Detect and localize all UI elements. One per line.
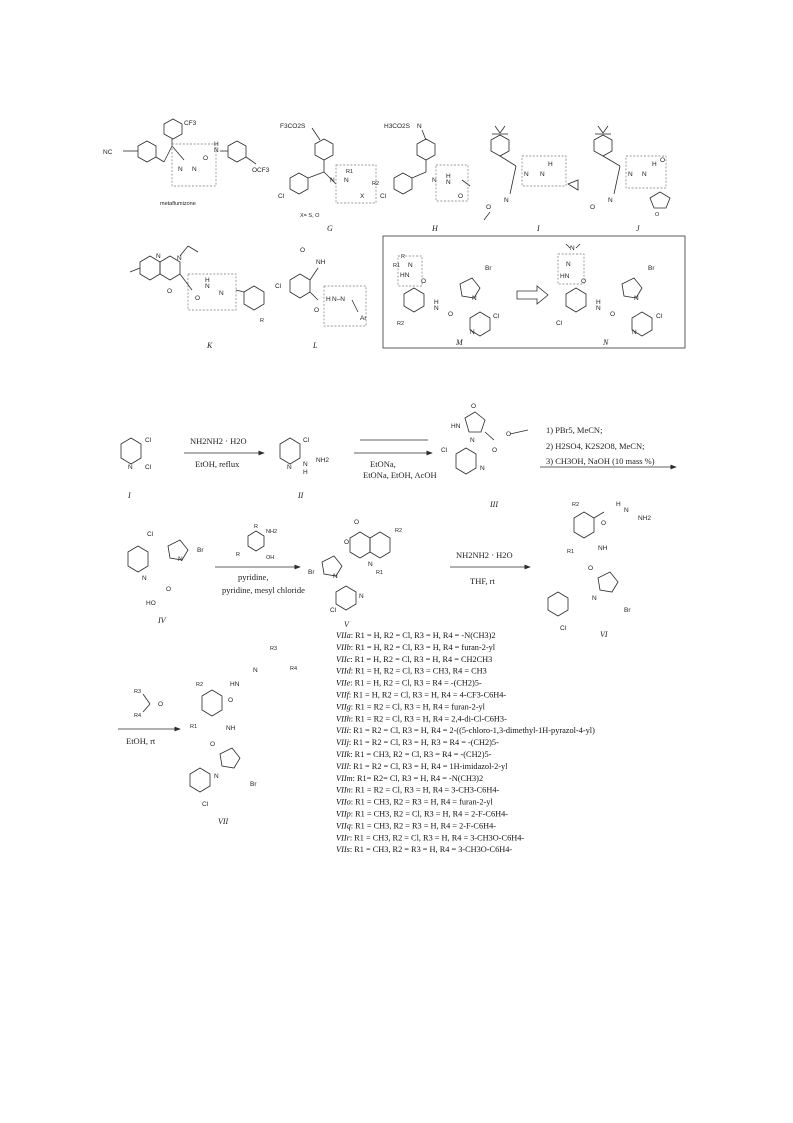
svg-text:N: N [408,262,413,269]
atom-br-7: Br [250,781,257,788]
atom-n-h: N [417,123,422,130]
atom-x-g: X= S, O [300,213,320,219]
atom-r-m: R [401,254,405,260]
compound-list-item [336,667,487,676]
svg-text:O: O [300,247,306,254]
structure-g [278,123,379,233]
label-compound-iii: III [490,500,498,509]
atom-nh2-2: NH2 [316,457,330,464]
step5-condition: THF, rt [470,576,495,586]
svg-text:O: O [610,311,616,318]
compound-id: VIIe [336,678,351,688]
label-h: H [432,224,438,233]
compound-list-item [336,786,499,795]
atom-ocf3: OCF3 [252,167,270,174]
svg-text:R: R [236,552,240,558]
label-compound-vii: VII [218,817,229,826]
label-m: M [456,338,463,347]
structure-m [393,254,500,347]
compound-id: VIIs [336,845,350,855]
compound-substituents: : R1 = H, R2 = Cl, R3 = CH3, R4 = CH3 [350,666,487,676]
arrow-step-5 [450,550,530,586]
svg-text:N: N [632,329,637,336]
label-compound-i: I [128,491,131,500]
atom-n-4: N [142,575,147,582]
svg-text:H: H [616,501,621,508]
svg-text:O: O [167,288,173,295]
compound-list-item [336,655,492,664]
svg-text:N: N [642,171,647,178]
atom-h3co2s: H3CO2S [384,123,411,130]
atom-cl-g: Cl [278,193,285,200]
label-compound-ii: II [298,491,304,500]
compound-list-item [336,798,493,807]
step2-condition: EtONa, EtOH, AcOH [363,470,437,480]
svg-text:OH: OH [266,555,275,561]
atom-r2-m: R2 [397,321,405,327]
svg-text:N: N [608,197,613,204]
svg-text:N: N [470,329,475,336]
atom-cl-6: Cl [560,625,567,632]
svg-text:NH2: NH2 [266,529,278,535]
compound-substituents: : R1 = CH3, R2 = R3 = H, R4 = furan-2-yl [350,797,493,807]
svg-text:O: O [581,278,587,285]
compound-substituents: : R1 = H, R2 = Cl, R3 = H, R4 = furan-2-yl [350,642,496,652]
arrow-step-2 [354,440,437,480]
svg-text:N–N: N–N [332,296,346,303]
svg-text:O: O [506,431,512,438]
svg-text:O: O [458,193,464,200]
compound-id: VIIg [336,702,351,712]
atom-cl-l: Cl [275,283,282,290]
structure-k [130,246,264,350]
compound-substituents: : R1 = H, R2 = Cl, R3 = H, R4 = CH2CH3 [350,654,493,664]
atom-br-5: Br [308,569,315,576]
step1-condition: EtOH, reflux [195,459,240,469]
atom-h-2: H [303,469,308,476]
compound-substituents: : R1 = CH3, R2 = R3 = H, R4 = 2-F-C6H4- [350,821,497,831]
atom-r2-g: R2 [372,181,380,187]
svg-text:N: N [446,179,451,186]
svg-text:H: H [548,161,553,168]
atom-r2-5: R2 [395,528,403,534]
svg-text:O: O [448,311,454,318]
compound-substituents: : R1 = H, R2 = Cl, R3 = H, R4 = -N(CH3)2 [350,631,496,640]
svg-text:O: O [486,204,492,211]
svg-text:N: N [333,573,338,580]
compound-ii [280,437,329,500]
atom-cl-2: Cl [303,437,310,444]
compound-id: VIIi [336,726,349,736]
svg-text:H: H [434,299,439,306]
compound-iv [128,531,204,625]
arrow-step-3 [540,425,676,467]
svg-text:N: N [634,295,639,302]
atom-nc: NC [103,149,113,156]
compound-list-item [336,821,496,830]
compound-substituents: : R1 = CH3, R2 = Cl, R3 = H, R4 = 3-CH3O-C6H4- [349,833,525,843]
label-g: G [327,224,333,233]
atom-r4-7: R4 [290,666,298,672]
svg-text:N: N [592,595,597,602]
compound-substituents: : R1 = R2 = Cl, R3 = H, R4 = 2-((5-chloro-1,3-dimethyl-1H-pyrazol-4-yl) [348,726,595,736]
atom-r1-g: R1 [346,169,354,175]
compound-substituents: : R1 = CH3, R2 = Cl, R3 = H, R4 = 2-F-C6H4- [350,809,508,819]
svg-text:N: N [253,667,258,674]
compound-list-item [336,726,595,735]
atom-n-2b: N [303,461,308,468]
compound-id: VIIa [336,631,351,640]
atom-n-4b: N [178,556,183,563]
svg-text:O: O [492,447,498,454]
svg-text:N: N [214,147,219,154]
compound-list-item [336,845,512,854]
svg-text:HN: HN [560,273,570,280]
svg-text:N: N [472,295,477,302]
svg-text:N: N [359,593,364,600]
atom-cl-n-ring: Cl [556,320,563,327]
step3-line-2: 2) H2SO4, K2S2O8, MeCN; [546,441,645,451]
svg-text:HN: HN [400,272,410,279]
arrow-step-1 [184,436,264,469]
compound-list-item [336,774,483,783]
compound-id: VIIl [336,761,349,771]
svg-text:N: N [344,177,349,184]
atom-r4-reagent: R4 [134,713,142,719]
compound-id: VIIf [336,690,349,700]
svg-text:N: N [214,773,219,780]
compound-list-item [336,714,507,723]
label-compound-vi: VI [600,630,608,639]
svg-text:O: O [228,697,234,704]
svg-text:H: H [446,173,451,180]
atom-n-1: N [128,464,133,471]
atom-cl-1b: Cl [145,464,152,471]
atom-br-m: Br [485,265,492,272]
step3-line-1: 1) PBr5, MeCN; [546,425,603,435]
atom-ho-4: HO [146,600,156,607]
compound-substituents: : R1 = R2 = Cl, R3 = H, R4 = 1H-imidazol-2-yl [348,761,508,771]
svg-text:R: R [254,524,258,530]
atom-nh-l: NH [316,259,326,266]
structure-j [590,126,670,233]
compound-id: VIIc [336,654,351,664]
reaction-arrow-m-n [517,286,548,304]
svg-text:N: N [368,561,373,568]
compound-list-item [336,750,492,759]
compound-id: VIIm [336,773,353,783]
compound-substituents: : R1 = CH3, R2 = R3 = H, R4 = 3-CH3O-C6H4- [349,845,513,855]
svg-text:N: N [434,305,439,312]
atom-ar-l: Ar [360,315,367,322]
arrow-step-6 [118,689,180,746]
step6-condition: EtOH, rt [126,736,156,746]
label-i: I [537,224,540,233]
arrow-step-4 [215,524,305,595]
svg-text:N: N [219,290,224,297]
compound-id: VIIj [336,738,349,748]
compound-substituents: : R1 = R2 = Cl, R3 = H, R4 = furan-2-yl [350,702,485,712]
atom-r1-5: R1 [376,570,384,576]
svg-text:N: N [432,177,437,184]
svg-text:O: O [421,278,427,285]
atom-hn-3: HN [451,423,461,430]
compound-list-item [336,762,508,771]
atom-cl-m: Cl [493,313,500,320]
svg-text:X: X [360,193,365,200]
atom-br-n: Br [648,265,655,272]
atom-r3-reagent: R3 [134,689,142,695]
atom-n-2: N [287,464,292,471]
atom-br-6: Br [624,607,631,614]
structure-i [484,126,578,233]
svg-text:N: N [177,255,182,262]
label-l: L [313,341,318,350]
atom-r3-7: R3 [270,646,278,652]
svg-text:N: N [192,166,197,173]
compound-list-item [336,833,524,842]
svg-text:EtONa,: EtONa, [370,459,396,469]
atom-cl-n: Cl [656,313,663,320]
structure-metaflumizone [103,119,270,207]
svg-text:NH2: NH2 [638,515,652,522]
svg-text:N: N [330,177,335,184]
structure-h [380,123,470,233]
svg-text:N: N [566,261,571,268]
step4-condition: pyridine, mesyl chloride [222,585,305,595]
compound-list-item [336,738,499,747]
label-metaflumizone: metaflumizone [160,201,196,207]
svg-text:N: N [624,507,629,514]
svg-text:H: H [596,299,601,306]
label-n: N [603,338,609,347]
step3-line-3: 3) CH3OH, NaOH (10 mass %) [546,456,655,466]
atom-r-k: R [260,318,264,324]
compound-iii [441,403,528,509]
svg-text:O: O [590,204,596,211]
compound-substituents: : R1 = CH3, R2 = Cl, R3 = R4 = -(CH2)5- [350,750,492,759]
step1-reagent: NH2NH2 · H2O [190,436,247,446]
compound-v [308,519,402,629]
atom-r1-6: R1 [567,549,575,555]
compound-vi [548,501,651,639]
compound-list-item [336,702,486,711]
svg-text:N: N [628,171,633,178]
atom-r1-m: R1 [393,263,401,269]
compound-id: VIIr [336,833,350,843]
svg-text:N: N [178,166,183,173]
svg-text:N: N [480,465,485,472]
svg-text:O: O [344,539,350,546]
svg-text:O: O [195,295,201,302]
svg-text:O: O [203,155,209,162]
compound-substituents: : R1 = R2 = Cl, R3 = H, R4 = 2,4-di-Cl-C6H3- [350,714,507,724]
svg-text:N: N [570,245,575,252]
atom-br-4: Br [197,547,204,554]
atom-cl-4: Cl [147,531,154,538]
compound-list-item [336,643,496,652]
compound-id: VIIq [336,821,351,831]
svg-text:N: N [524,171,529,178]
svg-text:N: N [504,197,509,204]
svg-text:H: H [205,277,210,284]
compound-i [121,437,152,500]
compound-id: VIIp [336,809,351,819]
compound-id: VIId [336,666,351,676]
atom-nh-7: NH [226,725,236,732]
compound-id: VIIb [336,642,351,652]
svg-text:O: O [354,519,360,526]
compound-substituents: : R1 = H, R2 = Cl, R3 = H, R4 = 4-CF3-C6H4- [348,690,507,700]
atom-f3co2s: F3CO2S [280,123,306,130]
label-k: K [207,341,213,350]
figure-1-structures [103,119,685,350]
atom-cl-3: Cl [441,447,448,454]
svg-text:H: H [652,161,657,168]
svg-text:H: H [326,296,331,303]
svg-text:O: O [655,212,660,218]
compound-id: VIIo [336,797,351,807]
synthesis-scheme [118,403,676,854]
compound-substituents: : R1 = R2 = Cl, R3 = H, R3 = R4 = -(CH2)5- [348,738,499,748]
label-compound-v: V [344,620,349,629]
atom-o-4: O [166,586,172,593]
label-compound-iv: IV [158,616,166,625]
atom-o-3: O [471,403,477,410]
svg-text:N: N [156,253,161,260]
compound-list-item [336,810,508,819]
structure-n [556,244,663,347]
atom-cl-5: Cl [330,607,337,614]
atom-cl-1a: Cl [145,437,152,444]
svg-text:NH: NH [598,545,608,552]
compound-id: VIIh [336,714,351,724]
svg-text:O: O [158,701,164,708]
atom-cl-7: Cl [202,801,209,808]
atom-r2-6: R2 [572,502,580,508]
compound-list-item [336,691,506,700]
atom-hn-7: HN [230,681,240,688]
compound-list-item [336,679,482,688]
structure-l [275,247,367,350]
svg-text:N: N [540,171,545,178]
svg-text:O: O [601,520,607,527]
compound-substituents: : R1= R2= Cl, R3 = H, R4 = -N(CH3)2 [352,773,484,783]
atom-r2-7: R2 [196,682,204,688]
svg-text:O: O [588,565,594,572]
compound-id: VIIn [336,785,351,795]
svg-text:O: O [210,741,216,748]
atom-r1-7: R1 [190,724,198,730]
svg-text:H: H [214,141,219,148]
atom-cf3: CF3 [184,120,197,127]
compound-list [336,631,595,854]
step5-reagent: NH2NH2 · H2O [456,550,513,560]
atom-n-3: N [470,437,475,444]
compound-list-item [336,631,496,640]
svg-text:O: O [660,157,666,164]
svg-text:O: O [314,307,320,314]
compound-id: VIIk [336,750,351,759]
svg-text:N: N [205,283,210,290]
compound-substituents: : R1 = H, R2 = Cl, R3 = R4 = -(CH2)5- [350,678,482,688]
compound-vii [190,646,297,826]
svg-text:N: N [596,305,601,312]
compound-substituents: : R1 = R2 = Cl, R3 = H, R4 = 3-CH3-C6H4- [350,785,500,795]
atom-cl-h: Cl [380,193,387,200]
svg-text:pyridine,: pyridine, [238,572,269,582]
label-j: J [636,224,640,233]
